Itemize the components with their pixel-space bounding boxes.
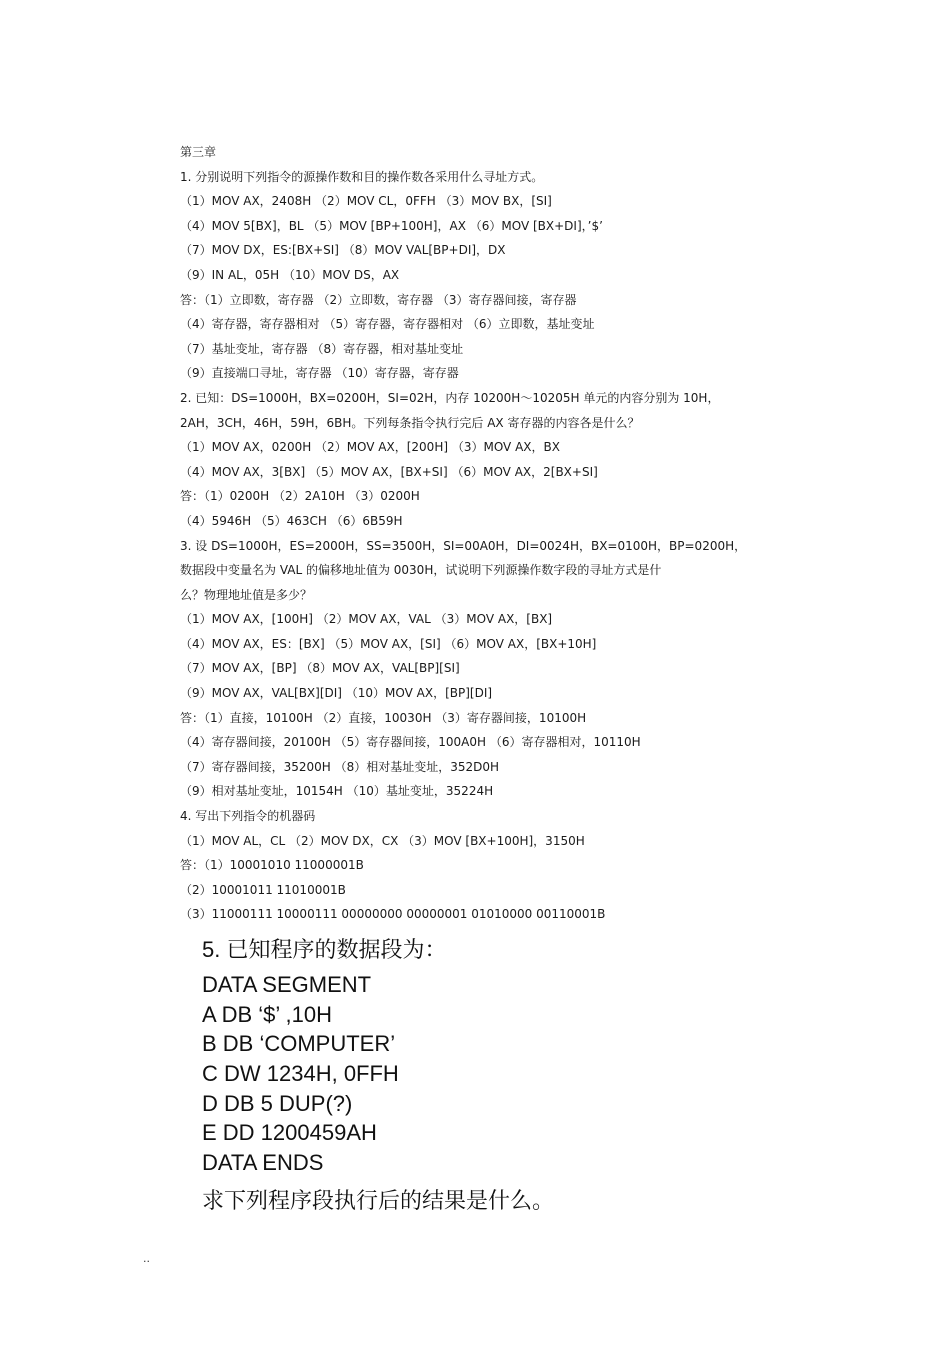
footer-mark: .. [143,1252,150,1265]
text-line: 1. 分别说明下列指令的源操作数和目的操作数各采用什么寻址方式。 [180,169,544,184]
question-5-heading: 5. 已知程序的数据段为： [202,937,447,962]
text-line: 第三章 [180,145,217,159]
small-text-block [180,140,780,927]
text-line: 么？物理地址值是多少？ [180,587,313,602]
text-line: （3）11000111 10000111 00000000 00000001 01010000 00110001B [180,907,606,922]
text-line: （9）直接端口寻址，寄存器 （10）寄存器，寄存器 [180,366,459,381]
text-line: （7）寄存器间接，35200H （8）相对基址变址，352D0H [180,759,500,774]
text-line: （4）寄存器间接，20100H （5）寄存器间接，100A0H （6）寄存器相对，10110H [180,735,641,750]
text-line: （4）MOV AX，ES：[BX] （5）MOV AX，[SI] （6）MOV AX，[BX+10H] [180,636,597,651]
text-line: （4）5946H （5）463CH （6）6B59H [180,513,403,528]
text-line: （9）IN AL，05H （10）MOV DS，AX [180,267,400,282]
text-line: （2）10001011 11010001B [180,882,346,897]
text-line: 4. 写出下列指令的机器码 [180,809,316,824]
text-line: （4）寄存器，寄存器相对 （5）寄存器，寄存器相对 （6）立即数，基址变址 [180,317,595,332]
text-line: （9）相对基址变址，10154H （10）基址变址，35224H [180,784,494,799]
text-line: （4）MOV 5[BX]，BL （5）MOV [BP+100H]，AX （6）MOV [BX+DI]，’$’ [180,218,603,233]
code-line: DATA SEGMENT [202,972,372,997]
text-line: 3. 设 DS=1000H，ES=2000H，SS=3500H，SI=00A0H，DI=0024H，BX=0100H，BP=0200H， [180,538,747,553]
question-5-block [202,934,802,1216]
text-line: （1）MOV AL，CL （2）MOV DX，CX （3）MOV [BX+100H]，3150H [180,833,585,848]
text-line: 数据段中变量名为 VAL 的偏移地址值为 0030H，试说明下列源操作数字段的寻址方式是什 [180,563,662,578]
code-line: D DB 5 DUP(?) [202,1090,353,1116]
text-line: （7）MOV DX，ES:[BX+SI] （8）MOV VAL[BP+DI]，DX [180,243,506,258]
text-line: （9）MOV AX，VAL[BX][DI] （10）MOV AX，[BP][DI] [180,686,493,701]
text-line: （1）MOV AX，2408H （2）MOV CL，0FFH （3）MOV BX，[SI] [180,194,552,209]
code-line: DATA ENDS [202,1150,324,1176]
text-line: （1）MOV AX，0200H （2）MOV AX，[200H] （3）MOV AX，BX [180,440,560,455]
text-line: 答：（1）0200H （2）2A10H （3）0200H [180,489,420,504]
code-line: A DB ‘$’ ,10H [202,1001,333,1027]
question-5-prompt: 求下列程序段执行后的结果是什么。 [202,1187,555,1213]
code-line: C DW 1234H, 0FFH [202,1061,399,1087]
text-line: （7）基址变址，寄存器 （8）寄存器，相对基址变址 [180,341,464,356]
text-line: 2AH，3CH，46H，59H，6BH。下列每条指令执行完后 AX 寄存器的内容各是什么？ [180,415,640,430]
text-line: 2. 已知：DS=1000H，BX=0200H，SI=02H，内存 10200H～10205H 单元的内容分别为 10H， [180,390,720,405]
code-line: E DD 1200459AH [202,1120,377,1146]
text-line: （1）MOV AX，[100H] （2）MOV AX，VAL （3）MOV AX，[BX] [180,612,553,627]
text-line: （7）MOV AX，[BP] （8）MOV AX，VAL[BP][SI] [180,661,460,676]
text-line: 答：（1）立即数，寄存器 （2）立即数，寄存器 （3）寄存器间接，寄存器 [180,292,577,307]
text-line: 答：（1）10001010 11000001B [180,858,364,873]
text-line: （4）MOV AX，3[BX] （5）MOV AX，[BX+SI] （6）MOV AX，2[BX+SI] [180,464,598,479]
code-line: B DB ‘COMPUTER’ [202,1031,396,1057]
text-line: 答：（1）直接，10100H （2）直接，10030H （3）寄存器间接，10100H [180,710,587,725]
data-segment-code [202,970,802,1178]
